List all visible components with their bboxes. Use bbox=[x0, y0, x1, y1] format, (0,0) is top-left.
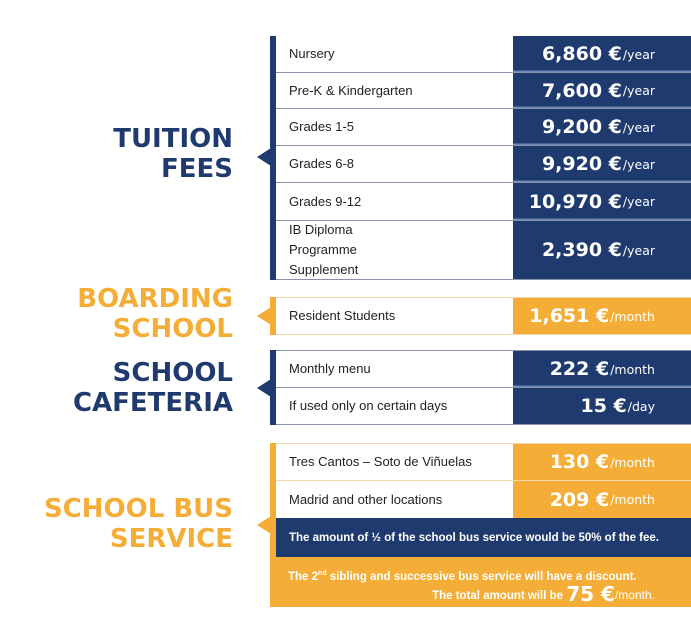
row-name: IB Diploma Programme Supplement bbox=[276, 221, 513, 279]
cafeteria-row bbox=[276, 350, 691, 388]
school-bus-service-heading bbox=[44, 494, 233, 554]
row-name: Grades 6-8 bbox=[276, 146, 513, 182]
row-name: If used only on certain days bbox=[276, 388, 513, 424]
price-unit: /year bbox=[622, 242, 655, 258]
row-price bbox=[513, 73, 691, 108]
price-unit: /month bbox=[610, 361, 655, 377]
row-price bbox=[513, 351, 691, 387]
row-name: Grades 9-12 bbox=[276, 183, 513, 220]
heading-line: TUITION bbox=[113, 124, 233, 154]
heading-line: CAFETERIA bbox=[72, 388, 233, 418]
heading-line: SERVICE bbox=[109, 524, 233, 554]
total-line bbox=[288, 582, 655, 606]
row-price bbox=[513, 388, 691, 424]
price-unit: /year bbox=[622, 194, 655, 209]
row-price bbox=[513, 298, 691, 334]
row-price bbox=[513, 221, 691, 279]
row-name: Madrid and other locations bbox=[276, 481, 513, 518]
row-name: Grades 1-5 bbox=[276, 109, 513, 145]
boarding-pointer-icon bbox=[257, 307, 271, 325]
row-price bbox=[513, 183, 691, 220]
note-text: The 2 bbox=[288, 571, 319, 583]
row-price bbox=[513, 36, 691, 72]
heading-line: SCHOOL bbox=[112, 314, 233, 344]
price-unit: /month bbox=[610, 308, 655, 324]
sibling-discount-note bbox=[270, 557, 691, 607]
tuition-row bbox=[276, 221, 691, 280]
price-amount: 15 € bbox=[580, 395, 627, 417]
row-name: Resident Students bbox=[276, 298, 513, 334]
row-name: Tres Cantos – Soto de Viñuelas bbox=[276, 444, 513, 480]
school-cafeteria-heading bbox=[73, 358, 233, 418]
note-text: sibling and successive bus service will have a discount. bbox=[326, 571, 637, 583]
price-amount: 6,860 € bbox=[541, 43, 622, 65]
note-text: The total amount will be bbox=[432, 590, 567, 602]
bus-row bbox=[276, 443, 691, 481]
row-name: Pre-K & Kindergarten bbox=[276, 73, 513, 108]
price-unit: /year bbox=[622, 156, 655, 172]
tuition-row bbox=[276, 73, 691, 109]
price-amount: 10,970 € bbox=[528, 190, 622, 213]
price-unit: /year bbox=[622, 46, 655, 62]
price-amount: 209 € bbox=[549, 488, 610, 511]
heading-line: FEES bbox=[160, 154, 233, 184]
price-amount: 9,920 € bbox=[541, 153, 622, 175]
row-name: Nursery bbox=[276, 36, 513, 72]
price-amount: 2,390 € bbox=[541, 239, 622, 261]
note-ordinal: nd bbox=[318, 570, 327, 577]
price-amount: 1,651 € bbox=[529, 305, 610, 327]
heading-line: SCHOOL bbox=[112, 358, 233, 388]
row-price bbox=[513, 146, 691, 182]
cafeteria-row bbox=[276, 388, 691, 425]
price-amount: 7,600 € bbox=[541, 79, 622, 102]
price-unit: /year bbox=[622, 119, 655, 135]
boarding-school-heading bbox=[77, 284, 233, 344]
tuition-row bbox=[276, 183, 691, 221]
price-amount: 222 € bbox=[549, 358, 610, 380]
tuition-fees-heading bbox=[113, 124, 233, 184]
discount-amount: 75 € bbox=[566, 582, 615, 606]
price-amount: 9,200 € bbox=[541, 116, 622, 138]
boarding-row bbox=[276, 297, 691, 335]
discount-unit: /month. bbox=[614, 588, 655, 602]
half-service-note: The amount of ½ of the school bus service would be 50% of the fee. bbox=[276, 518, 691, 557]
tuition-pointer-icon bbox=[257, 148, 271, 166]
tuition-row bbox=[276, 36, 691, 73]
heading-line: BOARDING bbox=[77, 284, 233, 314]
price-amount: 130 € bbox=[549, 451, 610, 473]
price-unit: /month bbox=[610, 454, 655, 470]
bus-pointer-icon bbox=[257, 516, 271, 534]
tuition-row bbox=[276, 146, 691, 183]
bus-row bbox=[276, 481, 691, 518]
price-unit: /year bbox=[622, 83, 655, 98]
price-unit: /day bbox=[627, 398, 655, 414]
heading-line: SCHOOL BUS bbox=[43, 494, 233, 524]
row-price bbox=[513, 444, 691, 480]
tuition-row bbox=[276, 109, 691, 146]
price-unit: /month bbox=[610, 492, 655, 507]
row-price bbox=[513, 109, 691, 145]
row-price bbox=[513, 481, 691, 518]
row-name: Monthly menu bbox=[276, 351, 513, 387]
cafeteria-pointer-icon bbox=[257, 379, 271, 397]
